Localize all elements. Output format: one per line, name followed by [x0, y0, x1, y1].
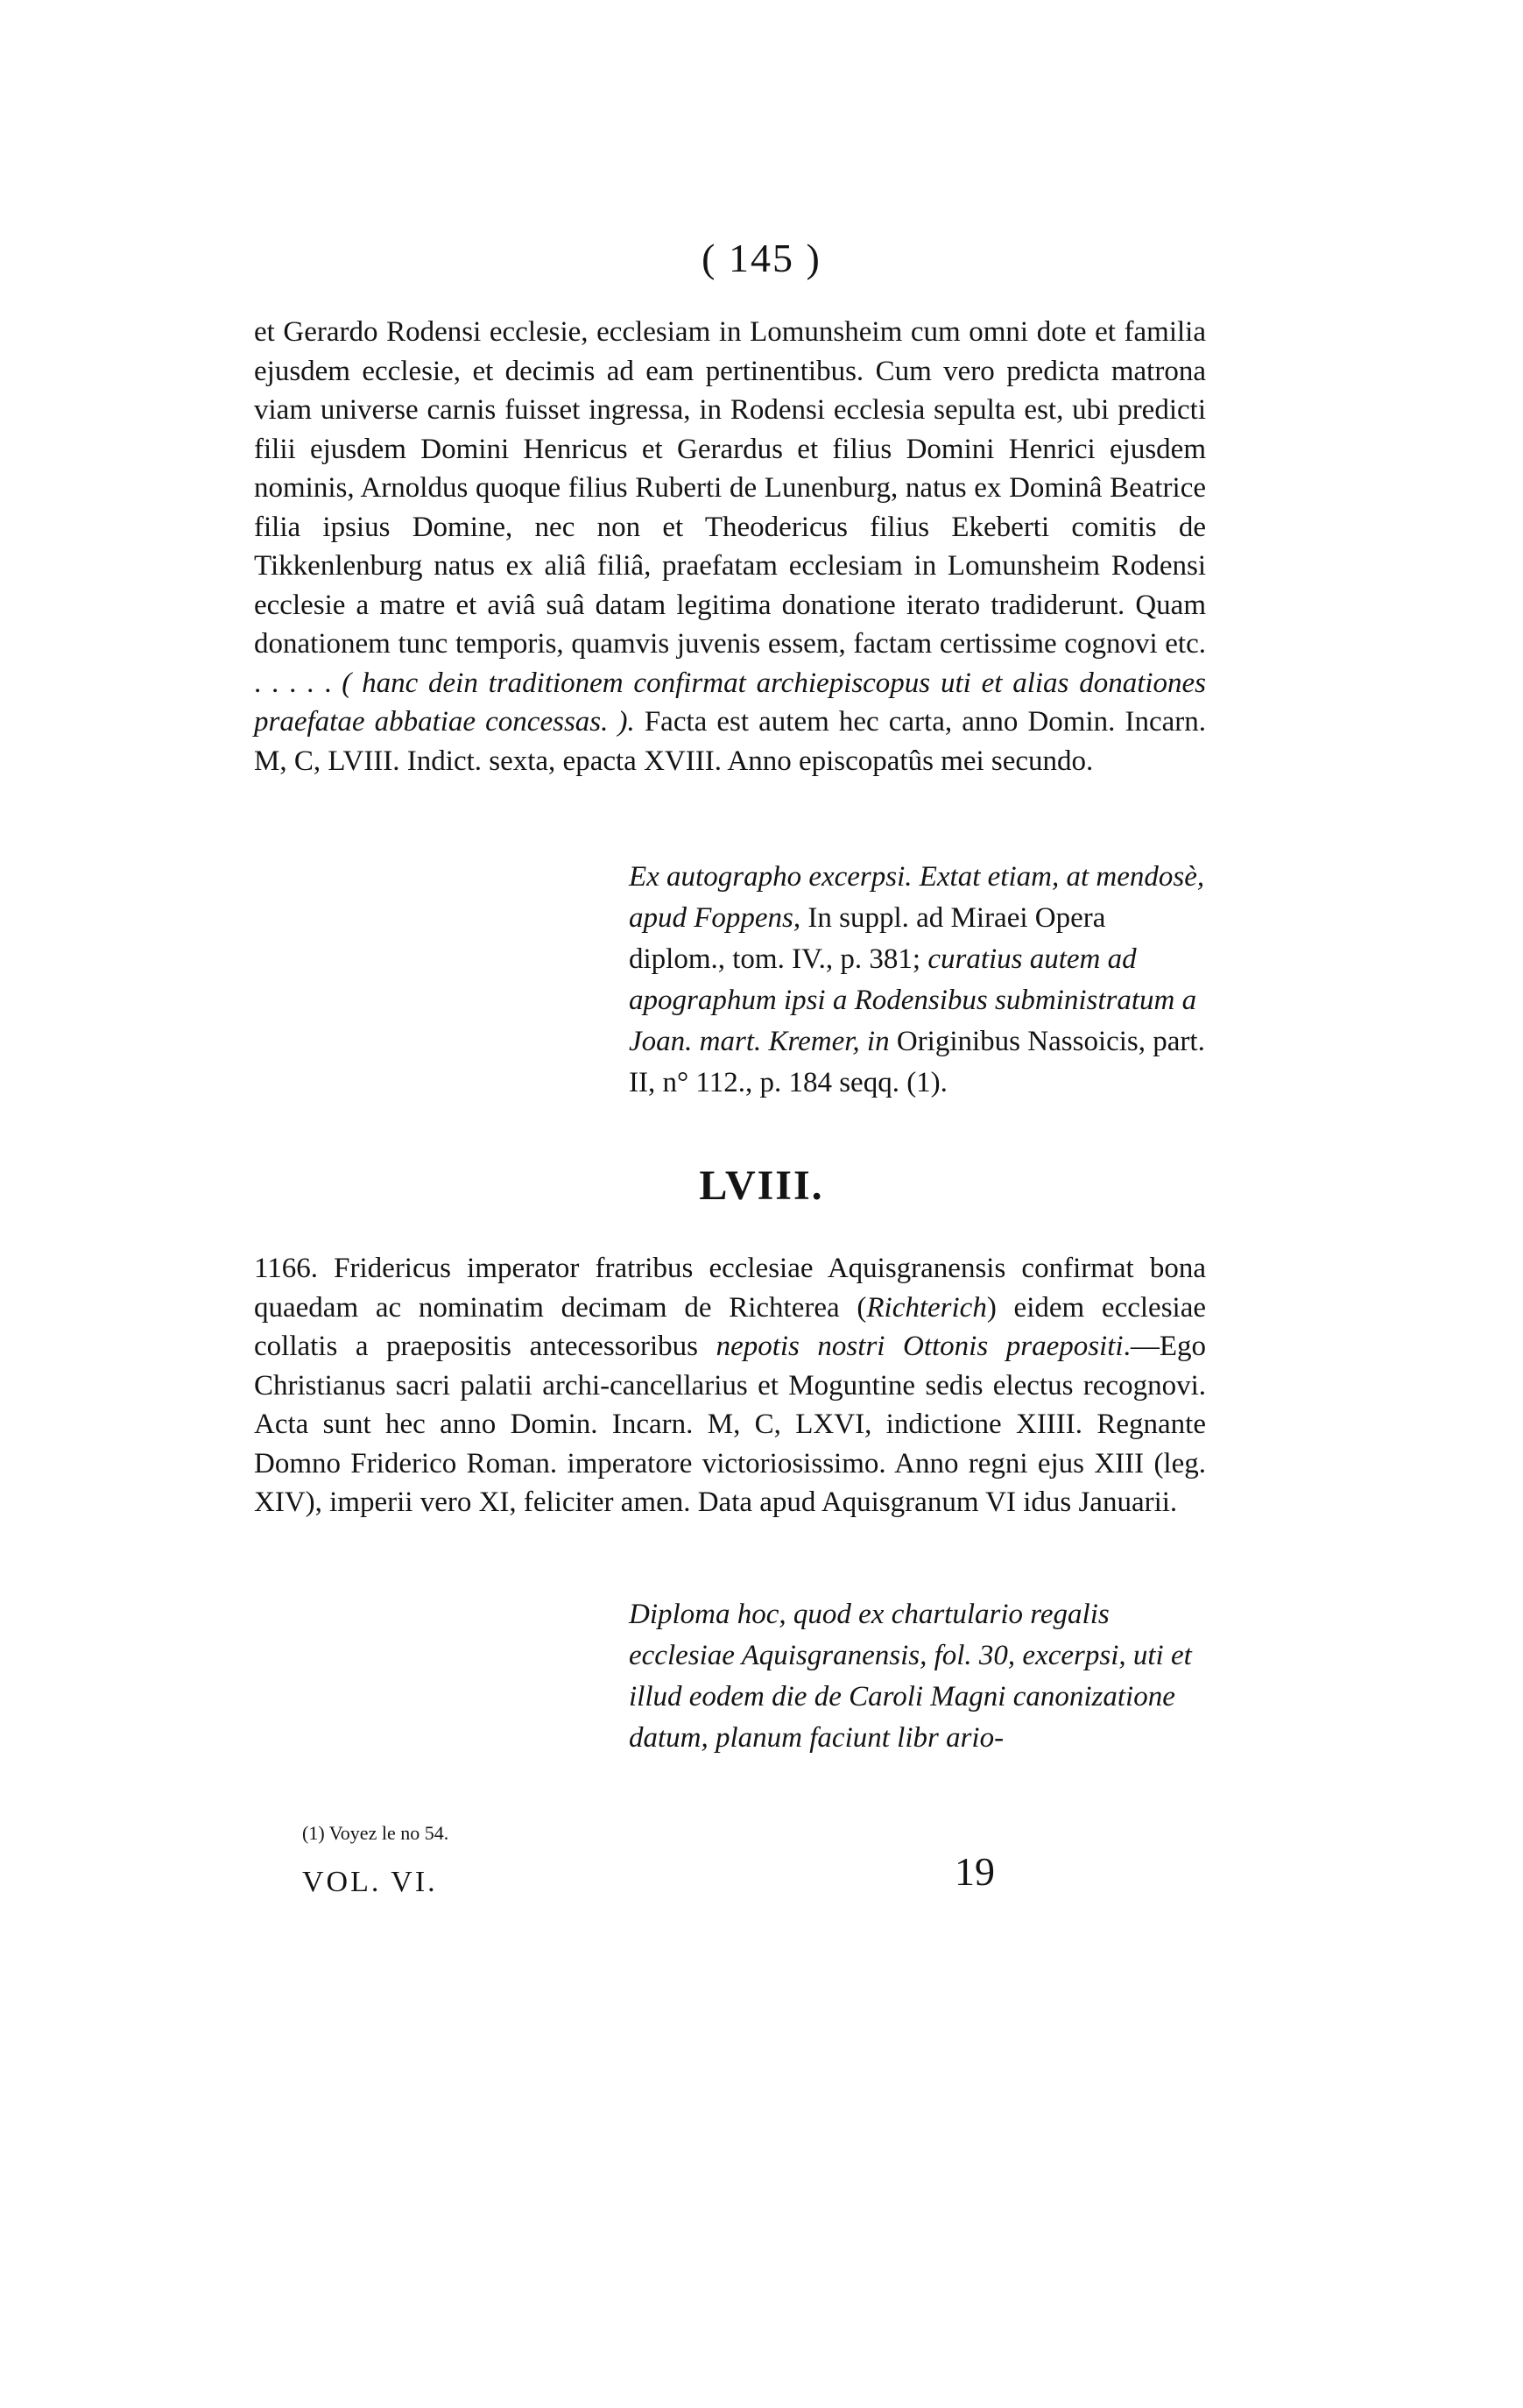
continuation-text-block [254, 313, 1206, 780]
footnote: (1) Voyez le no 54. [302, 1822, 449, 1844]
charter-text-b: ) eidem ecclesiae collatis a praepositis antecessoribus [254, 1291, 1206, 1362]
source-note-1-part2: In suppl. ad Miraei Opera diplom., tom. IV., p. 381; [629, 902, 1106, 975]
continuation-closing: Facta est autem hec carta, anno Domin. Incarn. M, C, LVIII. Indict. sexta, epacta XVIII. Anno episcopatûs mei secundo. [254, 706, 1206, 777]
source-note-2-text: Diploma hoc, quod ex chartulario regalis ecclesiae Aquisgranensis, fol. 30, excerpsi, uti et illud eodem die de Caroli Magni canonizatione datum, planum faciunt libr ario- [629, 1599, 1192, 1754]
source-note-1 [629, 857, 1207, 1104]
continuation-text: et Gerardo Rodensi ecclesie, ecclesiam in Lomunsheim cum omni dote et familia ejusdem ecclesie, et decimis ad eam pertinentibus. Cum vero predicta matrona viam universe carnis fuisset ingressa, in Rodensi ecclesia sepulta est, ubi predicti filii ejusdem Domini Henricus et Gerardus et filius Domini Henrici ejusdem nominis, Arnoldus quoque filius Ruberti de Lunenburg, natus ex Dominâ Beatrice filia ipsius Domine, nec non et Theodericus filius Ekeberti comitis de Tikkenlenburg natus ex aliâ filiâ, praefatam ecclesiam in Lomunsheim Rodensi ecclesie a matre et aviâ suâ datam legitima donatione iterato tradiderunt. Quam donationem tunc temporis, quamvis juvenis essem, factam certissime cognovi etc. . . . . . [254, 316, 1206, 699]
charter-text-block [254, 1249, 1206, 1522]
volume-signature: VOL. VI. [302, 1866, 438, 1898]
charter-nephew: nepotis nostri Ottonis praepositi [716, 1331, 1124, 1362]
source-note-2 [629, 1594, 1207, 1759]
source-note-1-part3: curatius autem ad apographum ipsi a Rodensibus subministratum a Joan. mart. Kremer, in [629, 943, 1197, 1057]
section-heading: LVIII. [699, 1162, 824, 1209]
source-note-1-part1: Ex autographo excerpsi. Extat etiam, at mendosè, apud Foppens, [629, 861, 1205, 934]
source-note-1-part4: Originibus Nassoicis, part. II, n° 112., p. 184 seqq. (1). [629, 1026, 1205, 1098]
charter-place: Richterich [866, 1291, 987, 1324]
page-number: ( 145 ) [702, 236, 821, 280]
charter-text-a: Fridericus imperator fratribus ecclesiae Aquisgranensis confirmat bona quaedam ac nominatim decimam de Richterea ( [254, 1253, 1206, 1324]
sheet-number: 19 [955, 1849, 995, 1894]
charter-text-c: .—Ego Christianus sacri palatii archi-cancellarius et Moguntine sedis electus recognovi. Acta sunt hec anno Domin. Incarn. M, C, LXVI, indictione XIIII. Regnante Domno Friderico Roman. imperatore victoriosissimo. Anno regni ejus XIII (leg. XIV), imperii vero XI, feliciter amen. Data apud Aquisgranum VI idus Januarii. [254, 1331, 1206, 1518]
continuation-italic-note: ( hanc dein traditionem confirmat archiepiscopus uti et alias donationes praefatae abbatiae concessas. ). [254, 667, 1207, 738]
charter-date: 1166. [254, 1253, 319, 1284]
